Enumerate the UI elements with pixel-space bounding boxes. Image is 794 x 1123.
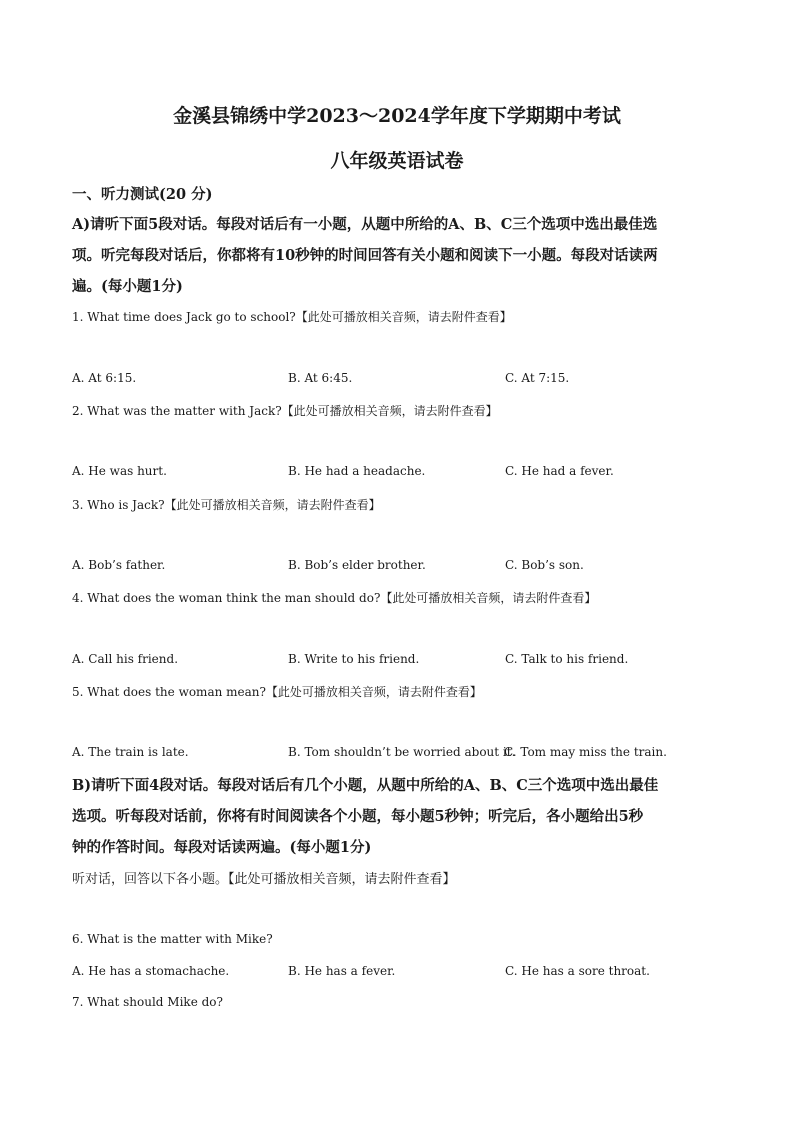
question-3-option-c[interactable]: C. Bob’s son.: [505, 558, 584, 572]
question-5: 5. What does the woman mean?【此处可播放相关音频，请去附件查看】: [72, 685, 482, 699]
question-7: 7. What should Mike do?: [72, 995, 223, 1009]
question-3-option-a[interactable]: A. Bob’s father.: [72, 558, 166, 572]
question-2: 2. What was the matter with Jack?【此处可播放相关音频，请去附件查看】: [72, 404, 498, 418]
question-1: 1. What time does Jack go to school?【此处可播放相关音频，请去附件查看】: [72, 310, 512, 324]
question-5-option-c[interactable]: C. Tom may miss the train.: [504, 745, 667, 759]
exam-title: 金溪县锦绣中学2023～2024学年度下学期期中考试: [173, 105, 621, 127]
question-6-option-a[interactable]: A. He has a stomachache.: [72, 964, 230, 978]
partA-instructions-line-1: A)请听下面5段对话。每段对话后有一小题，从题中所给的A、B、C三个选项中选出最佳选: [72, 216, 658, 233]
question-4: 4. What does the woman think the man should do?【此处可播放相关音频，请去附件查看】: [72, 591, 597, 605]
question-5-option-b[interactable]: B. Tom shouldn’t be worried about it.: [288, 745, 516, 759]
exam-subtitle: 八年级英语试卷: [330, 150, 464, 172]
partA-instructions-line-3: 遍。(每小题1分): [72, 278, 183, 295]
partA-instructions-line-2: 项。听完每段对话后，你都将有10秒钟的时间回答有关小题和阅读下一小题。每段对话读两: [72, 247, 658, 264]
partB-listen-note: 听对话，回答以下各小题。【此处可播放相关音频，请去附件查看】: [72, 872, 456, 887]
question-6: 6. What is the matter with Mike?: [72, 932, 273, 946]
question-4-option-c[interactable]: C. Talk to his friend.: [505, 652, 629, 666]
question-6-option-b[interactable]: B. He has a fever.: [288, 964, 396, 978]
question-1-option-c[interactable]: C. At 7:15.: [505, 371, 570, 385]
question-6-option-c[interactable]: C. He has a sore throat.: [505, 964, 650, 978]
question-1-option-b[interactable]: B. At 6:45.: [288, 371, 353, 385]
partB-instructions-line-1: B)请听下面4段对话。每段对话后有几个小题，从题中所给的A、B、C三个选项中选出最佳: [72, 777, 659, 794]
question-3-option-b[interactable]: B. Bob’s elder brother.: [288, 558, 426, 572]
question-2-option-c[interactable]: C. He had a fever.: [505, 464, 614, 478]
section-heading-listening: 一、听力测试(20 分): [72, 186, 213, 203]
question-1-option-a[interactable]: A. At 6:15.: [72, 371, 137, 385]
partB-instructions-line-3: 钟的作答时间。每段对话读两遍。(每小题1分): [72, 839, 372, 856]
question-5-option-a[interactable]: A. The train is late.: [72, 745, 189, 759]
question-2-option-b[interactable]: B. He had a headache.: [288, 464, 426, 478]
question-4-option-a[interactable]: A. Call his friend.: [72, 652, 179, 666]
question-2-option-a[interactable]: A. He was hurt.: [72, 464, 167, 478]
question-4-option-b[interactable]: B. Write to his friend.: [288, 652, 420, 666]
question-3: 3. Who is Jack?【此处可播放相关音频，请去附件查看】: [72, 498, 381, 512]
partB-instructions-line-2: 选项。听每段对话前，你将有时间阅读各个小题，每小题5秒钟；听完后，各小题给出5秒: [72, 808, 644, 825]
